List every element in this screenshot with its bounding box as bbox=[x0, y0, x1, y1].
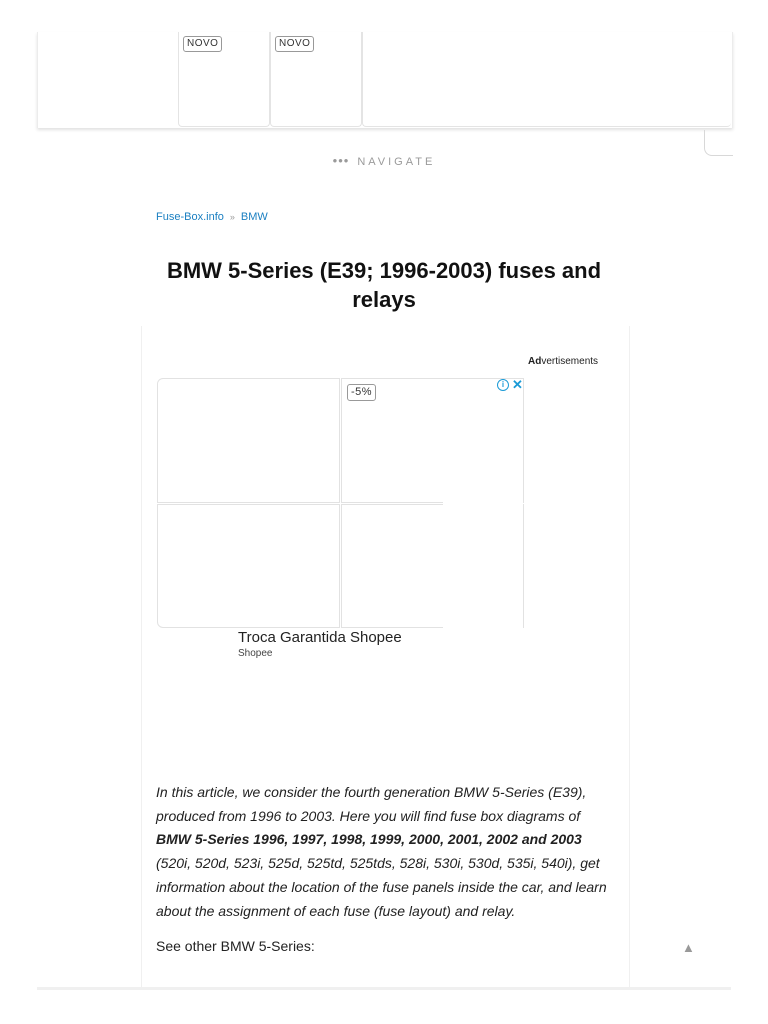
info-icon[interactable]: i bbox=[497, 379, 509, 391]
discount-badge: -5% bbox=[347, 384, 376, 401]
page-title: BMW 5-Series (E39; 1996-2003) fuses and relays bbox=[166, 258, 602, 312]
top-ad-card[interactable] bbox=[270, 32, 362, 127]
top-ad-card[interactable] bbox=[362, 32, 731, 127]
ad-mask bbox=[443, 440, 523, 630]
breadcrumb-home-link[interactable]: Fuse-Box.info bbox=[156, 211, 224, 223]
ad-choices[interactable] bbox=[497, 377, 523, 393]
ad-product-tile[interactable] bbox=[157, 378, 340, 503]
see-other-heading: See other BMW 5-Series: bbox=[156, 938, 315, 954]
scroll-to-top-icon[interactable]: ▲ bbox=[682, 940, 695, 955]
new-badge: NOVO bbox=[275, 36, 314, 52]
article-intro: In this article, we consider the fourth generation BMW 5-Series (E39), produced from 1996 to 2003. Here you will find fuse box diagrams of BMW 5-Series 1996, 1997, 1998, 1999, 2000, 2001, 2002 and 2003 (520i, 520d, 523i, 525d, 525td, 525tds, 528i, 530i, 530d, 535i, 540i), get information about the location of the fuse panels inside the car, and learn about the assignment of each fuse (fuse layout) and relay. bbox=[156, 784, 607, 919]
navigate-menu[interactable] bbox=[0, 153, 768, 168]
top-ad-banner[interactable] bbox=[37, 32, 733, 128]
ad-headline[interactable]: Troca Garantida Shopee bbox=[238, 629, 402, 646]
new-badge: NOVO bbox=[183, 36, 222, 52]
breadcrumb bbox=[156, 211, 268, 223]
breadcrumb-bmw-link[interactable]: BMW bbox=[240, 211, 268, 223]
close-icon[interactable]: ✕ bbox=[512, 377, 523, 392]
breadcrumb-separator: » bbox=[229, 212, 235, 222]
article-years: BMW 5-Series 1996, 1997, 1998, 1999, 2000, 2001, 2002 and 2003 bbox=[156, 831, 582, 848]
top-ad-card[interactable] bbox=[178, 32, 270, 127]
menu-dots-icon: ••• bbox=[332, 153, 350, 168]
ad-product-tile[interactable] bbox=[157, 504, 340, 628]
advertisements-label: Advertisements bbox=[528, 356, 599, 367]
bottom-divider bbox=[37, 987, 731, 990]
navigate-label: NAVIGATE bbox=[357, 156, 436, 168]
ad-advertiser[interactable]: Shopee bbox=[238, 648, 273, 659]
